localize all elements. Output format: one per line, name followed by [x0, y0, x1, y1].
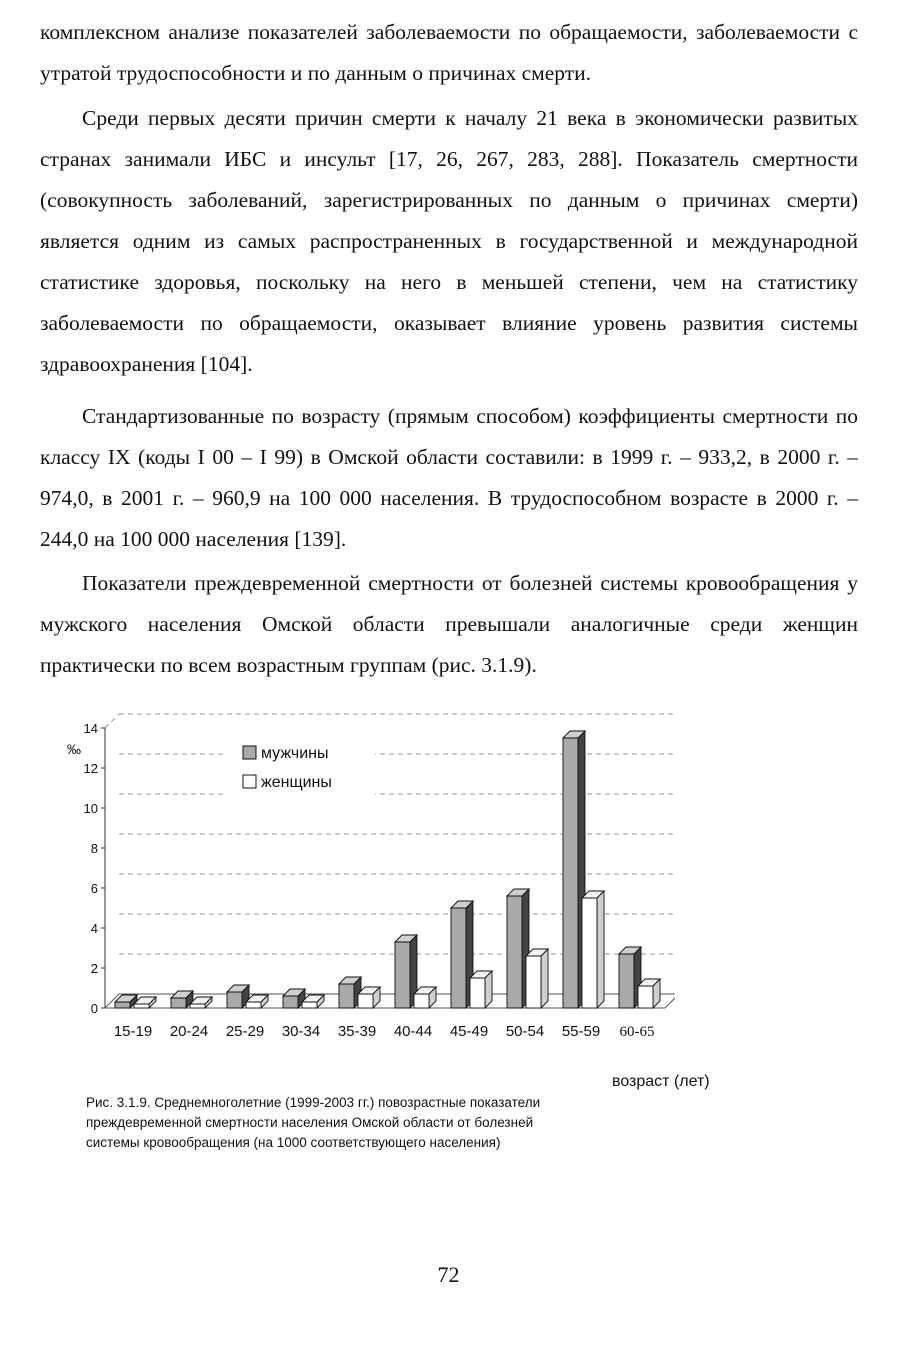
bar-front [302, 1002, 317, 1008]
y-tick-label: 10 [83, 801, 98, 816]
y-tick-label: 12 [83, 761, 98, 776]
bar-front [283, 996, 298, 1008]
x-tick-label: 35-39 [337, 1023, 377, 1040]
x-tick-label: 55-59 [561, 1023, 601, 1040]
x-tick-label: 45-49 [449, 1023, 489, 1040]
bar-front [190, 1004, 205, 1008]
bar-women [526, 949, 548, 1008]
bar-front [246, 1002, 261, 1008]
y-axis-unit: ‰ [67, 741, 81, 757]
bar-front [395, 942, 410, 1008]
y-tick-label: 14 [83, 721, 98, 736]
bar-front [619, 954, 634, 1008]
x-tick-label: 20-24 [169, 1023, 209, 1040]
bar-front [470, 978, 485, 1008]
chart-bars [115, 731, 660, 1008]
bar-women [582, 891, 604, 1008]
legend-swatch-women [243, 775, 256, 788]
bar-women [470, 971, 492, 1008]
bar-front [358, 994, 373, 1008]
legend-swatch-men [243, 746, 256, 759]
bar-front [451, 908, 466, 1008]
legend-label-men: мужчины [261, 745, 329, 762]
bar-front [507, 896, 522, 1008]
bar-front [339, 984, 354, 1008]
x-tick-label: 40-44 [393, 1023, 433, 1040]
x-axis-label: возраст (лет) [612, 1073, 710, 1090]
page-number: 72 [437, 1262, 460, 1287]
legend-label-women: женщины [261, 774, 332, 791]
x-tick-label: 30-34 [281, 1023, 321, 1040]
y-tick-label: 6 [90, 881, 98, 896]
y-axis-top-edge [105, 714, 119, 728]
bar-side [541, 949, 548, 1008]
paragraph-standardized-rates: Стандартизованные по возрасту (прямым способом) коэффициенты смертности по классу IX (коды I 00 – I 99) в Омской области составили: в 1999 г. – 933,2, в 2000 г. – 974,0, в 2001 г. – 960,9 на 100 000 населения. В трудоспособном возрасте в 2000 г. – 244,0 на 100 000 населения [139]. [40, 404, 858, 551]
y-tick-label: 4 [90, 921, 98, 936]
bar-front [638, 986, 653, 1008]
figure-caption [86, 1093, 686, 1153]
caption-line: системы кровообращения (на 1000 соответствующего населения) [86, 1135, 501, 1150]
bar-front [227, 992, 242, 1008]
bar-front [171, 998, 186, 1008]
bar-front [134, 1004, 149, 1008]
paragraph-causes-of-death: Среди первых десяти причин смерти к началу 21 века в экономически развитых странах занимали ИБС и инсульт [17, 26, 267, 283, 288]. Показатель смертности (совокупность заболеваний, зарегистрированных по данным о причинах смерти) является одним из самых распространенных в государственной и международной статистике здоровья, поскольку на него в меньшей степени, чем на статистику заболеваемости по обращаемости, оказывает влияние уровень развития системы здравоохранения [104]. [40, 106, 858, 376]
y-tick-label: 2 [90, 961, 98, 976]
x-tick-label: 50-54 [505, 1023, 545, 1040]
bar-front [563, 738, 578, 1008]
bar-women [414, 987, 436, 1008]
chart-legend [225, 742, 375, 808]
x-tick-label: 25-29 [225, 1023, 265, 1040]
bar-front [582, 898, 597, 1008]
caption-line: Рис. 3.1.9. Среднемноголетние (1999-2003 гг.) повозрастные показатели [86, 1095, 541, 1110]
paragraph-continuation: комплексном анализе показателей заболеваемости по обращаемости, заболеваемости с утратой трудоспособности и по данным о причинах смерти. [40, 20, 858, 85]
x-tick-label: 60-65 [619, 1024, 655, 1040]
y-tick-label: 0 [90, 1001, 98, 1016]
caption-line: преждевременной смертности населения Омской области от болезней [86, 1115, 534, 1130]
x-tick-label: 15-19 [113, 1023, 153, 1040]
mortality-bar-chart [55, 700, 675, 1050]
y-tick-label: 8 [90, 841, 98, 856]
bar-women [638, 979, 660, 1008]
bar-side [597, 891, 604, 1008]
bar-front [414, 994, 429, 1008]
paragraph-premature-mortality: Показатели преждевременной смертности от болезней системы кровообращения у мужского населения Омской области превышали аналогичные среди женщин практически по всем возрастным группам (рис. 3.1.9). [40, 571, 858, 677]
bar-front [526, 956, 541, 1008]
bar-women [358, 987, 380, 1008]
bar-front [115, 1002, 130, 1008]
